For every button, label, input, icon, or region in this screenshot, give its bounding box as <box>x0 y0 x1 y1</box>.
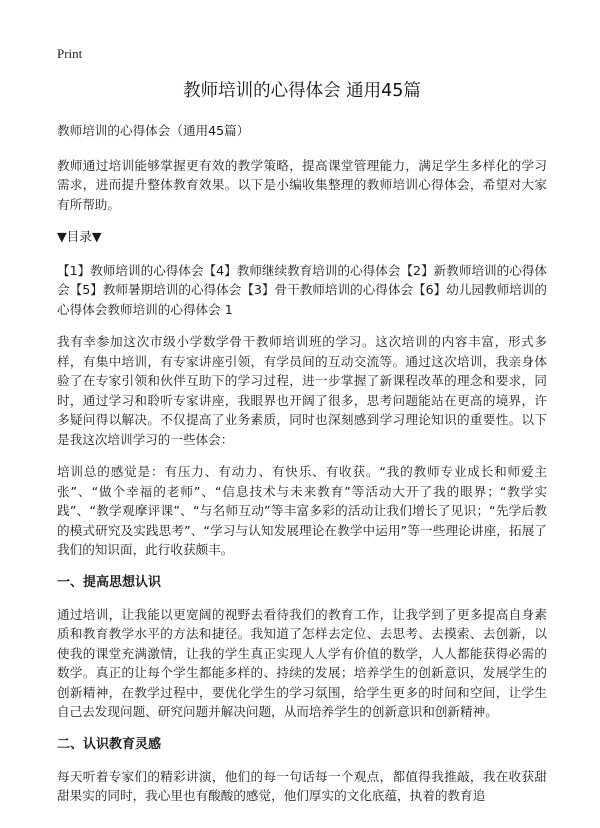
section-heading-2: 二、认识教育灵感 <box>57 736 162 752</box>
body-paragraph-2: 培训总的感觉是：有压力、有动力、有快乐、有收获。“我的教师专业成长和师爱主张”、“做个幸福的老师”、“信息技术与未来教育”等活动大开了我的眼界；“教学实践”、“教学观摩评课”、“与名师互动”等丰富多彩的活动让我们增长了见识；“先学后教的模式研究及实践思考”、“学习与认知发展理论在教学中运用”等一些理论讲座，拓展了我们的知识面，此行收获颇丰。 <box>57 464 547 557</box>
toc-links[interactable]: 【1】教师培训的心得体会【4】教师继续教育培训的心得体会【2】新教师培训的心得体会【5】教师暑期培训的心得体会【3】骨干教师培训的心得体会【6】幼儿园教师培训的心得体会教师培训的心得体会 1 <box>57 262 548 317</box>
section-heading-1: 一、提高思想认识 <box>57 574 162 590</box>
section-paragraph-2: 每天听着专家们的精彩讲演，他们的每一句话每一个观点，都值得我推敲，我在收获甜甜果实的同时，我心里也有酸酸的感觉，他们厚实的文化底蕴，执着的教育追 <box>57 768 547 803</box>
section-paragraph-1: 通过培训，让我能以更宽阔的视野去看待我们的教育工作，让我学到了更多提高自身素质和教育教学水平的方法和捷径。我知道了怎样去定位、去思考、去摸索、去创新，以使我的课堂充满激情，让我的学生真正实现人人学有价值的数学，人人都能获得必需的数学。真正的让每个学生都能多样的、持续的发展；培养学生的创新意识，发展学生的创新精神，在教学过程中，要优化学生的学习氛围，给学生更多的时间和空间，让学生自己去发现问题、研究问题并解决问题，从而培养学生的创新意识和创新精神。 <box>57 606 547 719</box>
body-paragraph-1: 我有幸参加这次市级小学数学骨干教师培训班的学习。这次培训的内容丰富，形式多样，有集中培训，有专家讲座引领，有学员间的互动交流等。通过这次培训，我亲身体验了在专家引领和伙伴互助下的学习过程，进一步掌握了新课程改革的理念和要求，同时，通过学习和聆听专家讲座，我眼界也开阔了很多，思考问题能站在更高的境界，许多疑问得以解决。不仅提高了业务素质，同时也深刻感到学习理论知识的重要性。以下是我这次培训学习的一些体会： <box>57 334 547 447</box>
intro-paragraph: 教师通过培训能够掌握更有效的教学策略，提高课堂管理能力，满足学生多样化的学习需求，进而提升整体教育效果。以下是小编收集整理的教师培训心得体会，希望对大家有所帮助。 <box>57 157 547 212</box>
toc-heading: ▼目录▼ <box>57 229 102 244</box>
print-link[interactable]: Print <box>57 46 83 61</box>
document-title: 教师培训的心得体会 通用45篇 <box>183 81 421 101</box>
document-content <box>57 121 547 819</box>
document-subtitle: 教师培训的心得体会（通用45篇） <box>57 123 250 138</box>
